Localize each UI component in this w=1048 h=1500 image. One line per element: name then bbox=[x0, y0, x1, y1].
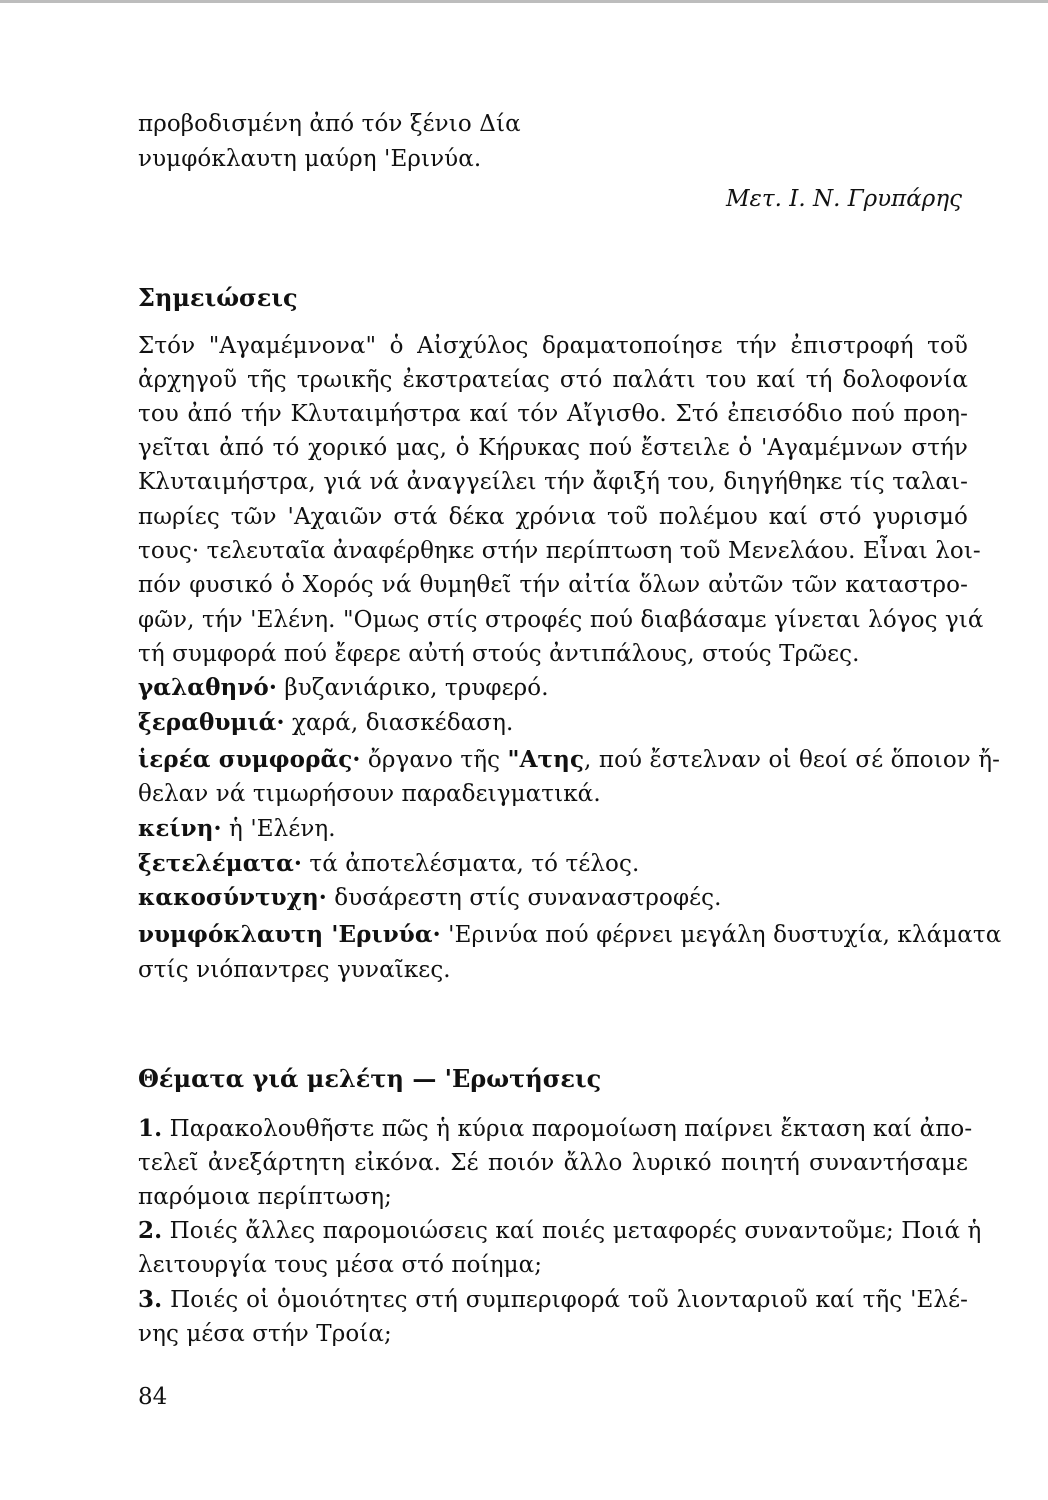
question-number: 1. bbox=[138, 1115, 163, 1142]
question-text: Ποιές οἱ ὁμοιότητες στή συμπεριφορά τοῦ λιονταριοῦ καί τῆς 'Ελέ- bbox=[170, 1287, 969, 1313]
question-line bbox=[138, 1214, 982, 1248]
glossary-definition: τά ἀποτελέσματα, τό τέλος. bbox=[302, 851, 640, 877]
notes-paragraph-line: τή συμφορά πού ἔφερε αὐτή στούς ἀντιπάλους, στούς Τρῶες. bbox=[138, 641, 860, 667]
glossary-term: κακοσύντυχη· bbox=[138, 884, 327, 911]
question-line bbox=[138, 1112, 973, 1146]
notes-paragraph-line: φῶν, τήν 'Ελένη. "Ομως στίς στροφές πού διαβάσαμε γίνεται λόγος γιά bbox=[138, 607, 984, 633]
question-text: Ποιές ἄλλες παρομοιώσεις καί ποιές μεταφορές συναντοῦμε; Ποιά ἡ bbox=[169, 1218, 982, 1244]
glossary-entry bbox=[138, 881, 968, 915]
notes-paragraph-line: Κλυταιμήστρα, γιά νά ἀναγγείλει τήν ἄφιξή του, διηγήθηκε τίς ταλαι- bbox=[138, 469, 968, 495]
question-text: Παρακολουθῆστε πῶς ἡ κύρια παρομοίωση παίρνει ἔκταση καί ἀπο- bbox=[169, 1116, 973, 1142]
notes-paragraph-line: Στόν "Αγαμέμνονα" ὁ Αἰσχύλος δραματοποίησε τήν ἐπιστροφή τοῦ bbox=[138, 333, 968, 359]
question-number: 2. bbox=[138, 1217, 163, 1244]
glossary-entry bbox=[138, 671, 968, 705]
notes-paragraph-line: πόν φυσικό ὁ Χορός νά θυμηθεῖ τήν αἰτία ὅλων αὐτῶν τῶν καταστρο- bbox=[138, 572, 968, 598]
question-line: παρόμοια περίπτωση; bbox=[138, 1184, 392, 1210]
glossary-term: ξετελέματα· bbox=[138, 850, 302, 877]
notes-paragraph-line: γεῖται ἀπό τό χορικό μας, ὁ Κήρυκας πού ἔστειλε ὁ 'Αγαμέμνων στήν bbox=[138, 435, 968, 461]
glossary-definition: βυζανιάρικο, τρυφερό. bbox=[276, 675, 549, 701]
glossary-entry bbox=[138, 743, 1001, 777]
notes-heading: Σημειώσεις bbox=[138, 283, 298, 312]
translator-credit: Μετ. Ι. Ν. Γρυπάρης bbox=[726, 186, 962, 212]
glossary-continuation: θελαν νά τιμωρήσουν παραδειγματικά. bbox=[138, 781, 601, 807]
poem-line: προβοδισμένη ἀπό τόν ξένιο Δία bbox=[138, 111, 521, 137]
glossary-term-inline: "Ατης bbox=[507, 746, 585, 773]
glossary-term: νυμφόκλαυτη 'Ερινύα· bbox=[138, 921, 441, 948]
notes-paragraph-line: ἀρχηγοῦ τῆς τρωικῆς ἐκστρατείας στό παλάτι του καί τή δολοφονία bbox=[138, 367, 968, 393]
question-number: 3. bbox=[138, 1286, 163, 1313]
glossary-definition: ὄργανο τῆς bbox=[360, 747, 508, 773]
notes-paragraph-line: πωρίες τῶν 'Αχαιῶν στά δέκα χρόνια τοῦ πολέμου καί στό γυρισμό bbox=[138, 504, 968, 530]
question-line bbox=[138, 1283, 968, 1317]
glossary-entry bbox=[138, 812, 968, 846]
notes-paragraph-line: τους· τελευταῖα ἀναφέρθηκε στήν περίπτωση τοῦ Μενελάου. Εἶναι λοι- bbox=[138, 538, 981, 564]
glossary-continuation: στίς νιόπαντρες γυναῖκες. bbox=[138, 957, 451, 983]
question-line: τελεῖ ἀνεξάρτητη εἰκόνα. Σέ ποιόν ἄλλο λυρικό ποιητή συναντήσαμε bbox=[138, 1150, 968, 1176]
glossary-entry bbox=[138, 706, 968, 740]
glossary-definition: , πού ἔστελναν οἱ θεοί σέ ὅποιον ἤ- bbox=[584, 747, 1001, 773]
notes-paragraph-line: του ἀπό τήν Κλυταιμήστρα καί τόν Αἴγισθο. Στό ἐπεισόδιο πού προη- bbox=[138, 401, 968, 427]
glossary-term: ἱερέα συμφορᾶς· bbox=[138, 746, 361, 773]
question-line: λειτουργία τους μέσα στό ποίημα; bbox=[138, 1252, 543, 1278]
glossary-entry bbox=[138, 918, 1002, 952]
glossary-term: γαλαθηνό· bbox=[138, 674, 277, 701]
glossary-term: κείνη· bbox=[138, 815, 222, 842]
glossary-term: ξεραθυμιά· bbox=[138, 709, 285, 736]
glossary-definition: δυσάρεστη στίς συναναστροφές. bbox=[326, 885, 722, 911]
glossary-entry bbox=[138, 847, 968, 881]
question-line: νης μέσα στήν Τροία; bbox=[138, 1321, 392, 1347]
poem-line: νυμφόκλαυτη μαύρη 'Ερινύα. bbox=[138, 146, 482, 172]
glossary-definition: 'Ερινύα πού φέρνει μεγάλη δυστυχία, κλάματα bbox=[440, 922, 1002, 948]
glossary-definition: ἡ 'Ελένη. bbox=[221, 816, 336, 842]
study-heading: Θέματα γιά μελέτη — 'Ερωτήσεις bbox=[138, 1064, 602, 1093]
page-edge bbox=[0, 0, 1048, 3]
page-number: 84 bbox=[138, 1384, 168, 1410]
glossary-definition: χαρά, διασκέδαση. bbox=[284, 710, 514, 736]
